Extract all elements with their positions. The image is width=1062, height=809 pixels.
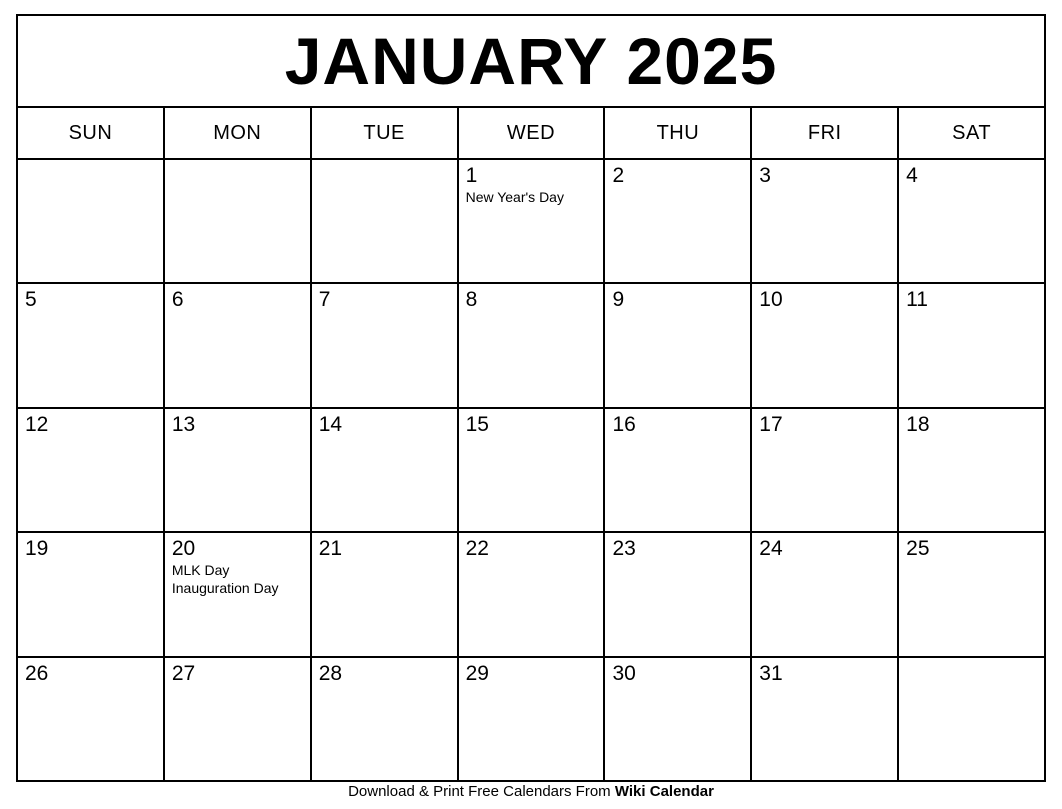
day-cell[interactable]: [605, 533, 752, 655]
day-cell[interactable]: [312, 160, 459, 282]
day-number: 13: [171, 412, 196, 436]
weekday-header-fri: FRI: [752, 108, 899, 158]
day-number: 28: [318, 661, 343, 685]
day-cell[interactable]: [752, 533, 899, 655]
day-number: 3: [759, 164, 771, 187]
day-number: 11: [906, 288, 928, 312]
day-number: 27: [171, 661, 196, 685]
day-number: 8: [465, 288, 478, 312]
day-event: New Year's Day: [465, 189, 564, 206]
day-number: 14: [318, 412, 343, 436]
day-cell[interactable]: [18, 533, 165, 655]
day-number: 4: [906, 164, 918, 187]
day-cell[interactable]: [752, 409, 899, 531]
day-number: 1: [465, 164, 478, 187]
weekday-header-sat: SAT: [952, 121, 992, 144]
week-row: [18, 160, 1044, 284]
footer-text: Download & Print Free Calendars From: [348, 783, 615, 800]
day-cell[interactable]: [459, 658, 606, 780]
week-row: [18, 284, 1044, 408]
day-cell[interactable]: [165, 160, 312, 282]
day-cell[interactable]: [165, 284, 312, 406]
day-cell[interactable]: [165, 409, 312, 531]
page-title: JANUARY 2025: [284, 24, 778, 98]
day-event: MLK Day: [171, 562, 230, 579]
day-number: 22: [465, 537, 489, 561]
day-number: 7: [318, 288, 331, 312]
weekday-header-tue: TUE: [312, 108, 459, 158]
day-events: [172, 562, 303, 598]
day-number: 2: [612, 164, 625, 187]
day-cell[interactable]: [899, 658, 1044, 780]
weekday-header-mon: MON: [165, 108, 312, 158]
day-cell[interactable]: [312, 658, 459, 780]
day-number: 15: [465, 412, 489, 436]
day-cell[interactable]: [752, 160, 899, 282]
day-cell[interactable]: [899, 284, 1044, 406]
day-cell[interactable]: [459, 160, 606, 282]
day-cell[interactable]: [605, 409, 752, 531]
calendar-grid: [16, 14, 1046, 782]
day-number: 20: [171, 537, 196, 561]
day-number: 9: [612, 288, 625, 312]
day-cell[interactable]: [605, 160, 752, 282]
weekday-header-thu: THU: [605, 108, 752, 158]
week-row: [18, 409, 1044, 533]
day-number: 30: [612, 661, 636, 685]
day-cell[interactable]: [18, 160, 165, 282]
weekday-header-row: [18, 108, 1044, 160]
day-event: Inauguration Day: [171, 580, 279, 597]
day-events: [466, 189, 597, 207]
footer-credit: [0, 783, 1062, 801]
day-cell[interactable]: [899, 533, 1044, 655]
day-cell[interactable]: [752, 284, 899, 406]
calendar-title-bar: [18, 16, 1044, 108]
day-number: 16: [612, 412, 636, 436]
day-cell[interactable]: [18, 658, 165, 780]
day-number: 12: [25, 412, 49, 436]
day-number: 18: [906, 412, 930, 436]
day-cell[interactable]: [18, 284, 165, 406]
day-number: 10: [759, 288, 783, 312]
day-cell[interactable]: [459, 284, 606, 406]
day-cell[interactable]: [312, 409, 459, 531]
day-number: 24: [759, 537, 783, 561]
day-number: 26: [25, 661, 49, 685]
day-cell[interactable]: [899, 160, 1044, 282]
weekday-header-sun: SUN: [18, 108, 165, 158]
day-number: 31: [759, 661, 783, 685]
day-cell[interactable]: [312, 533, 459, 655]
day-number: 25: [906, 537, 930, 561]
weekday-header-wed: WED: [459, 108, 606, 158]
day-number: 23: [612, 537, 636, 561]
day-cell[interactable]: [459, 409, 606, 531]
day-number: 29: [465, 661, 489, 685]
day-cell[interactable]: [605, 284, 752, 406]
day-cell[interactable]: [605, 658, 752, 780]
day-cell[interactable]: [312, 284, 459, 406]
day-number: 17: [759, 412, 783, 436]
week-row: [18, 533, 1044, 657]
footer-brand: Wiki Calendar: [614, 783, 714, 800]
day-cell[interactable]: [165, 658, 312, 780]
day-number: 5: [25, 288, 37, 312]
day-cell[interactable]: [752, 658, 899, 780]
day-cell[interactable]: [899, 409, 1044, 531]
day-number: 6: [171, 288, 184, 312]
day-cell[interactable]: [18, 409, 165, 531]
day-cell[interactable]: [459, 533, 606, 655]
week-row: [18, 658, 1044, 780]
calendar-weeks: [18, 160, 1044, 780]
day-cell[interactable]: [165, 533, 312, 655]
day-number: 21: [318, 537, 343, 561]
day-number: 19: [25, 537, 49, 561]
